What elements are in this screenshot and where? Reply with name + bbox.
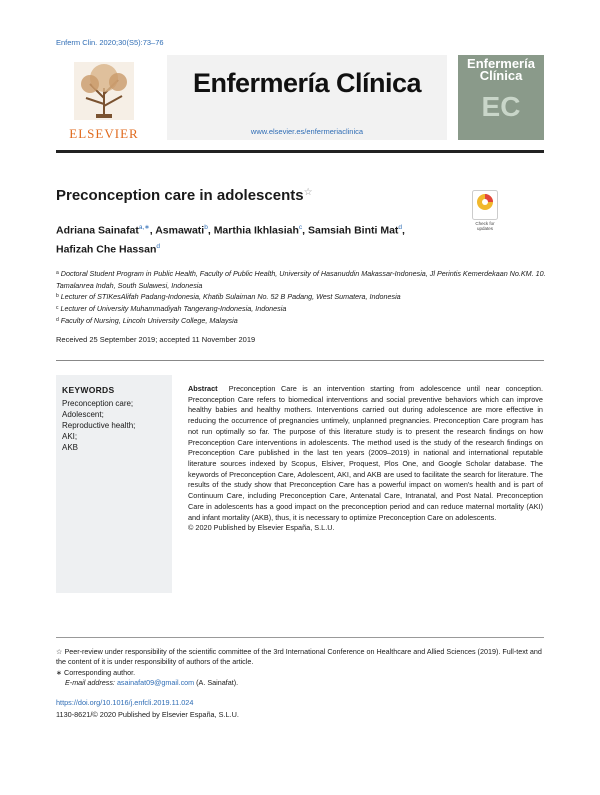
affiliation-mark: a (56, 270, 59, 276)
author-name: Samsiah Binti Mat (307, 224, 399, 237)
author-name: Adriana Sainafat (56, 224, 139, 237)
peer-review-text: Peer-review under responsibility of the scientific committee of the 3rd International Conference on Healthcare and Allied Sciences (2019). Full-text and the content of it is under responsibility of authors of the article. (56, 647, 542, 667)
abstract (188, 384, 543, 534)
keyword-item: Preconception care; (62, 399, 134, 408)
keyword-item: AKB (62, 443, 79, 452)
journal-url-link[interactable]: www.elsevier.es/enfermeriaclinica (250, 127, 364, 136)
email-label: E-mail address: (65, 678, 115, 688)
journal-title: Enfermería Clínica (192, 68, 422, 98)
keyword-item: Reproductive health; (62, 421, 136, 430)
author-name: Asmawati (155, 224, 205, 237)
author-name: Hafizah Che Hassan (56, 243, 157, 255)
check-for-updates-label: Check for updates (475, 221, 495, 231)
authors-line-1: Adriana Sainafat$^{a,∗}$, Asmawati$^b$, Marthia Ikhlasiah$^c$, Samsiah Binti Mat$^d$, (56, 224, 405, 237)
affiliation-item (56, 315, 546, 327)
author-affil-link[interactable]: d (156, 242, 160, 250)
article-title-text: Preconception care in adolescents (56, 187, 304, 204)
article-title (56, 187, 313, 204)
keyword-item: Adolescent; (62, 410, 104, 419)
corresponding-note (56, 668, 546, 678)
journal-cover (458, 55, 544, 140)
abstract-text: Preconception Care is an intervention starting from adolescence until near conception. Preconception Care refers to biomedical interventions and social preventive behaviors which can improve healthy babies and healthy mothers. Interventions carried out during adolescence are more effective in reducing the occurrence of pregnancies untimely, unplanned pregnancies. Preconception Care program has not run optimally so far. The purpose of this literature study is to present the research findings on how Preconception Care interventions in adolescents. The method used is the study of the research findings on Preconception Care published in the last ten years (2009–2019) in national and international reputable literature sources indexed by Scopus, Elsiver, Proquest, Plos One, and Google Scholar database. The keywords of Preconception Care, Adolescent, AKI, and AKB are used to facilitate the search for literature. The results of the study show that Preconception Care has a powerful impact on women's health and is part of Continuum Care, including Preconception Care, Antenatal Care, Intranatal, and Post Natal. Preconception Care in adolescents has a good impact on the preconception period and can reduce maternal mortality (AKI) and infant mortality (AKB), thus, it is necessary to optimize Preconception Care on adolescents. (188, 384, 543, 522)
keywords-heading: KEYWORDS (62, 385, 115, 395)
affiliation-text: Faculty of Nursing, Lincoln University College, Malaysia (60, 315, 238, 325)
keyword-item: AKI; (62, 432, 78, 441)
corresponding-text: Corresponding author. (64, 667, 136, 677)
doi-link[interactable]: https://doi.org/10.1016/j.enfcli.2019.11.024 (56, 698, 194, 707)
author-affil-link[interactable]: b (204, 224, 208, 231)
header-rule (56, 150, 544, 153)
received-dates: Received 25 September 2019; accepted 11 November 2019 (56, 335, 256, 344)
affiliation-text: Lecturer of University Muhammadiyah Tangerang-Indonesia, Indonesia (60, 304, 287, 314)
email-owner: (A. Sainafat). (196, 678, 239, 688)
affiliation-item (56, 303, 546, 315)
author-affil-link[interactable]: c (298, 224, 303, 231)
footnote-mark: ∗ (56, 667, 63, 677)
cover-monogram: EC (481, 91, 521, 122)
title-footnote-mark[interactable]: ☆ (303, 187, 313, 198)
affiliation-item (56, 268, 546, 291)
elsevier-wordmark: ELSEVIER (69, 126, 139, 141)
author-list (56, 220, 466, 257)
affiliation-mark: d (56, 316, 59, 323)
email-link[interactable]: asainafat09@gmail.com (116, 678, 195, 688)
footnotes (56, 647, 546, 689)
footnote-divider (56, 637, 544, 638)
section-divider (56, 360, 544, 361)
abstract-label: Abstract (188, 384, 218, 393)
email-note (56, 678, 546, 688)
check-for-updates-button[interactable] (472, 190, 498, 220)
author-affil-link[interactable]: d (398, 224, 403, 231)
authors-line-2 (56, 239, 466, 258)
affiliations (56, 268, 546, 327)
cover-title (458, 58, 544, 82)
affiliation-text: Lecturer of STIKesAlifah Padang-Indonesia, Khatib Sulaiman No. 52 B Padang, West Sumatera, Indonesia (60, 292, 401, 302)
affiliation-item (56, 291, 546, 303)
journal-citation[interactable]: Enferm Clin. 2020;30(S5):73–76 (56, 38, 164, 47)
issn-copyright: 1130-8621/© 2020 Published by Elsevier España, S.L.U. (56, 710, 239, 719)
affiliation-text: Doctoral Student Program in Public Health, Faculty of Public Health, University of Hasanuddin Makassar-Indonesia, Jl Perintis Kemerdekaan No.KM. 10. Tamalanrea Indah, South Sulawesi, Indonesia (56, 269, 546, 290)
abstract-body (188, 384, 543, 523)
keywords-list (62, 398, 135, 453)
affiliation-mark: c (56, 305, 59, 312)
footnote-mark: ☆ (56, 647, 63, 656)
affiliation-mark: b (56, 293, 59, 300)
author-affil-link[interactable]: a,∗ (138, 224, 150, 231)
cover-title-line1: Enfermería (467, 56, 535, 71)
peer-review-note (56, 647, 546, 668)
cover-title-line2: Clínica (479, 68, 523, 83)
author-name: Marthia Ikhlasiah (213, 224, 299, 237)
abstract-copyright: © 2020 Published by Elsevier España, S.L.U. (188, 523, 335, 533)
